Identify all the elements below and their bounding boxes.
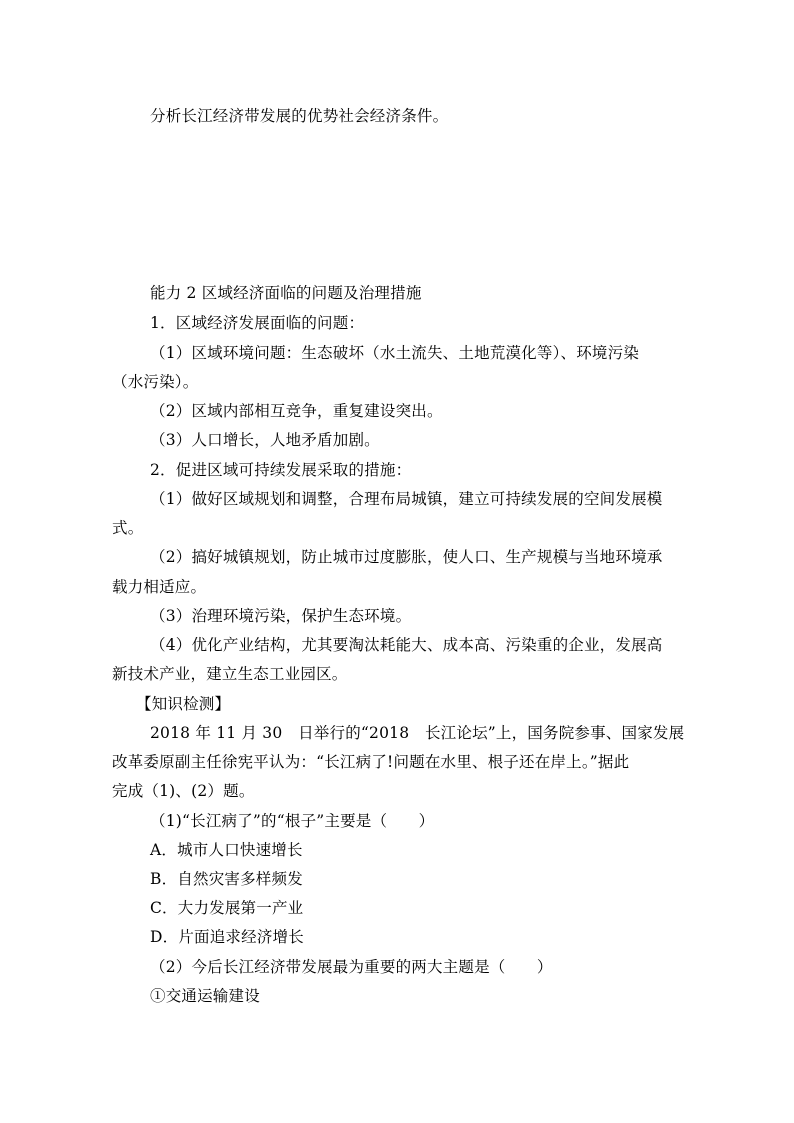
question-1-option: C．大力发展第一产业 <box>150 899 304 917</box>
section-title: 能力 2 区域经济面临的问题及治理措施 <box>150 284 422 302</box>
part1-item: （2）区域内部相互竞争，重复建设突出。 <box>150 402 443 420</box>
part2-item: （1）做好区域规划和调整，合理布局城镇，建立可持续发展的空间发展模 <box>150 490 663 508</box>
question-1-stem: （1)“长江病了”的“根子”主要是（ ） <box>150 812 435 830</box>
part1-heading: 1．区域经济发展面临的问题： <box>150 314 365 332</box>
part2-heading: 2．促进区域可持续发展采取的措施： <box>150 461 412 479</box>
question-1-option: B．自然灾害多样频发 <box>150 870 303 888</box>
part2-item: （3）治理环境污染，保护生态环境。 <box>150 607 412 625</box>
question-2-option: ①交通运输建设 <box>150 987 260 1005</box>
question-1-option: A．城市人口快速增长 <box>150 841 303 859</box>
question-1-option: D．片面追求经济增长 <box>150 928 304 946</box>
part2-item: 新技术产业，建立生态工业园区。 <box>112 665 348 683</box>
part2-item: （4）优化产业结构，尤其要淘汰耗能大、成本高、污染重的企业，发展高 <box>150 636 663 654</box>
passage-line: 改革委原副主任徐宪平认为：“长江病了!问题在水里、根子还在岸上。”据此 <box>112 753 630 771</box>
question-2-stem: （2）今后长江经济带发展最为重要的两大主题是（ ） <box>150 958 553 976</box>
part1-item: （1）区域环境问题：生态破坏（水土流失、土地荒漠化等）、环境污染 <box>150 344 640 362</box>
passage-line: 完成（1)、(2）题。 <box>112 782 255 800</box>
part1-item: （3）人口增长，人地矛盾加剧。 <box>150 431 380 449</box>
check-title: 【知识检测】 <box>136 695 231 713</box>
part1-item: （水污染）。 <box>112 373 199 391</box>
passage-line: 2018 年 11 月 30 日举行的“2018 长江论坛”上，国务院参事、国家发展 <box>150 724 685 742</box>
part2-item: 式。 <box>112 519 144 537</box>
intro-question: 分析长江经济带发展的优势社会经济条件。 <box>150 107 449 125</box>
part2-item: 载力相适应。 <box>112 578 207 596</box>
part2-item: （2）搞好城镇规划，防止城市过度膨胀，使人口、生产规模与当地环境承 <box>150 548 663 566</box>
